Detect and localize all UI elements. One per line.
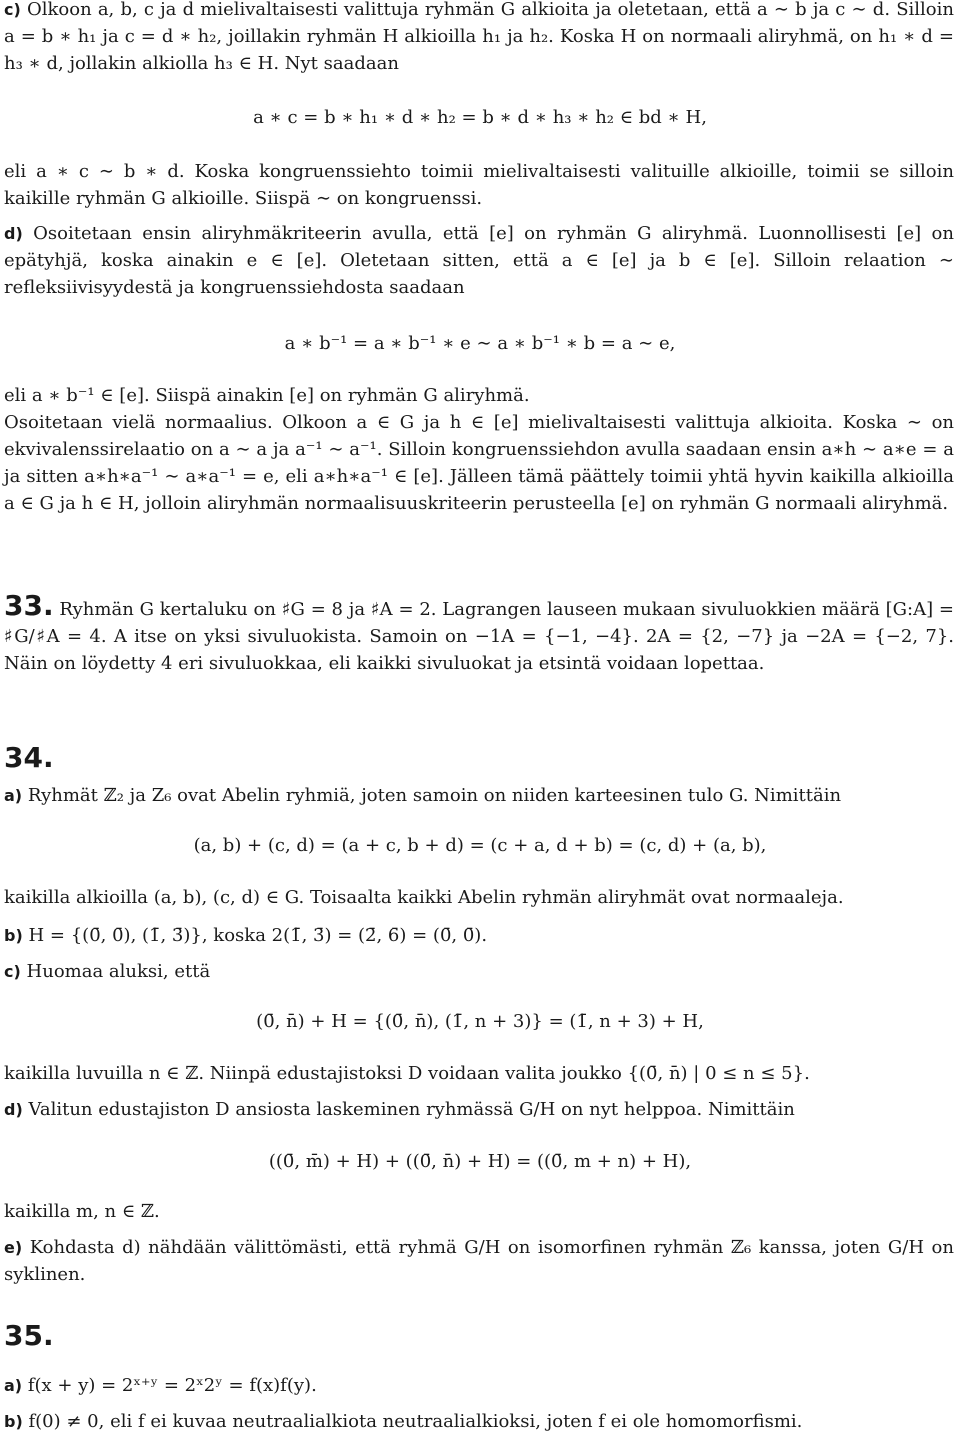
part-c-equation: a ∗ c = b ∗ h₁ ∗ d ∗ h₂ = b ∗ d ∗ h₃ ∗ h₂ ∈ bd ∗ H, xyxy=(253,107,707,128)
problem-34c-text: Huomaa aluksi, että xyxy=(26,961,211,982)
problem-34b-text: H = {(0̄, 0̄), (1̄, 3̄)}, koska 2(1̄, 3̄) = (2̄, 6̄) = (0̄, 0̄). xyxy=(28,925,488,946)
part-d-text: Osoitetaan ensin aliryhmäkriteerin avulla, että [e] on ryhmän G aliryhmä. Luonnollisesti [e] on epätyhjä, koska ainakin e ∈ [e]. Oletetaan sitten, että a ∈ [e] ja b ∈ [e]. Silloin relaation ∼ refleksiivisyydestä ja kongruenssiehdosta saadaan xyxy=(4,223,954,298)
problem-35a-text: f(x + y) = 2ˣ⁺ʸ = 2ˣ2ʸ = f(x)f(y). xyxy=(27,1375,317,1396)
problem-34-number: 34. xyxy=(4,741,54,774)
part-d-normality: Osoitetaan vielä normaalius. Olkoon a ∈ G ja h ∈ [e] mielivaltaisesti valittuja alkioita. Koska ∼ on ekvivalenssirelaatio on a ∼ a ja a⁻¹ ∼ a⁻¹. Silloin kongruenssiehdon avulla saadaan ensin a∗h ∼ a∗e = a ja sitten a∗h∗a⁻¹ ∼ a∗a⁻¹ = e, eli a∗h∗a⁻¹ ∈ [e]. Jälleen tämä päättely toimii yhtä hyvin kaikilla alkioilla a ∈ G ja h ∈ H, jolloin aliryhmän normaalisuuskriteerin perusteella [e] on ryhmän G normaali aliryhmä. xyxy=(4,412,954,514)
part-d-intro xyxy=(4,220,954,301)
problem-34a-equation: (a, b) + (c, d) = (a + c, b + d) = (c + a, d + b) = (c, d) + (a, b), xyxy=(193,835,767,856)
problem-34e-text: Kohdasta d) nähdään välittömästi, että ryhmä G/H on isomorfinen ryhmän ℤ₆ kanssa, joten G/H on syklinen. xyxy=(4,1237,954,1285)
problem-34e xyxy=(4,1234,954,1288)
problem-34c-label: c) xyxy=(4,962,21,981)
part-c-intro xyxy=(4,0,954,77)
problem-35b-label: b) xyxy=(4,1412,23,1431)
part-d-conclusion: eli a ∗ b⁻¹ ∈ [e]. Siispä ainakin [e] on ryhmän G aliryhmä. xyxy=(4,385,530,406)
problem-33-text: Ryhmän G kertaluku on ♯G = 8 ja ♯A = 2. Lagrangen lauseen mukaan sivuluokkien määrä [G:A] = ♯G/♯A = 4. A itse on yksi sivuluokista. Samoin on −1A = {−1, −4}. 2A = {2, −7} ja −2A = {−2, 7}. Näin on löydetty 4 eri sivuluokkaa, eli kaikki sivuluokat ja etsintä voidaan lopettaa. xyxy=(4,599,954,674)
problem-34c-equation: (0̄, n̄) + H = {(0̄, n̄), (1̄, n + 3)} = (1̄, n + 3) + H, xyxy=(256,1011,704,1032)
problem-34b-label: b) xyxy=(4,926,23,945)
problem-34c-conclusion: kaikilla luvuilla n ∈ ℤ. Niinpä edustajistoksi D voidaan valita joukko {(0̄, n̄) | 0 ≤ n ≤ 5}. xyxy=(4,1063,810,1084)
part-d-equation: a ∗ b⁻¹ = a ∗ b⁻¹ ∗ e ∼ a ∗ b⁻¹ ∗ b = a ∼ e, xyxy=(284,333,676,354)
problem-34a-conclusion: kaikilla alkioilla (a, b), (c, d) ∈ G. Toisaalta kaikki Abelin ryhmän aliryhmät ovat normaaleja. xyxy=(4,887,844,908)
part-c-conclusion: eli a ∗ c ∼ b ∗ d. Koska kongruenssiehto toimii mielivaltaisesti valituille alkioille, toimii se silloin kaikille ryhmän G alkioille. Siispä ∼ on kongruenssi. xyxy=(4,161,954,209)
problem-33 xyxy=(4,589,954,677)
problem-34a-text: Ryhmät ℤ₂ ja Z₆ ovat Abelin ryhmiä, joten samoin on niiden karteesinen tulo G. Nimittäin xyxy=(27,785,842,806)
problem-34d-equation: ((0̄, m̄) + H) + ((0̄, n̄) + H) = ((0̄, m + n) + H), xyxy=(268,1151,692,1172)
part-c-text: Olkoon a, b, c ja d mielivaltaisesti valittuja ryhmän G alkioita ja oletetaan, että a ∼ b ja c ∼ d. Silloin a = b ∗ h₁ ja c = d ∗ h₂, joillakin ryhmän H alkioilla h₁ ja h₂. Koska H on normaali aliryhmä, on h₁ ∗ d = h₃ ∗ d, jollakin alkiolla h₃ ∈ H. Nyt saadaan xyxy=(4,0,954,74)
problem-34b xyxy=(4,922,954,949)
problem-34d-conclusion: kaikilla m, n ∈ ℤ. xyxy=(4,1201,160,1222)
problem-34d-text: Valitun edustajiston D ansiosta laskeminen ryhmässä G/H on nyt helppoa. Nimittäin xyxy=(28,1099,795,1120)
problem-34-number-row xyxy=(4,741,954,775)
problem-34d xyxy=(4,1096,954,1123)
problem-35-number: 35. xyxy=(4,1319,54,1352)
part-d-label: d) xyxy=(4,224,23,243)
problem-35a-label: a) xyxy=(4,1376,23,1395)
problem-34e-label: e) xyxy=(4,1238,23,1257)
problem-34a xyxy=(4,782,954,809)
problem-34a-label: a) xyxy=(4,786,23,805)
problem-35-number-row xyxy=(4,1319,954,1353)
problem-35a xyxy=(4,1372,954,1399)
problem-33-number: 33. xyxy=(4,589,54,622)
problem-34c xyxy=(4,958,954,985)
part-c-label: c) xyxy=(4,0,21,19)
problem-35b xyxy=(4,1408,954,1435)
problem-35b-text: f(0) ≠ 0, eli f ei kuvaa neutraalialkiota neutraalialkioksi, joten f ei ole homomorfismi. xyxy=(28,1411,803,1432)
problem-34d-label: d) xyxy=(4,1100,23,1119)
